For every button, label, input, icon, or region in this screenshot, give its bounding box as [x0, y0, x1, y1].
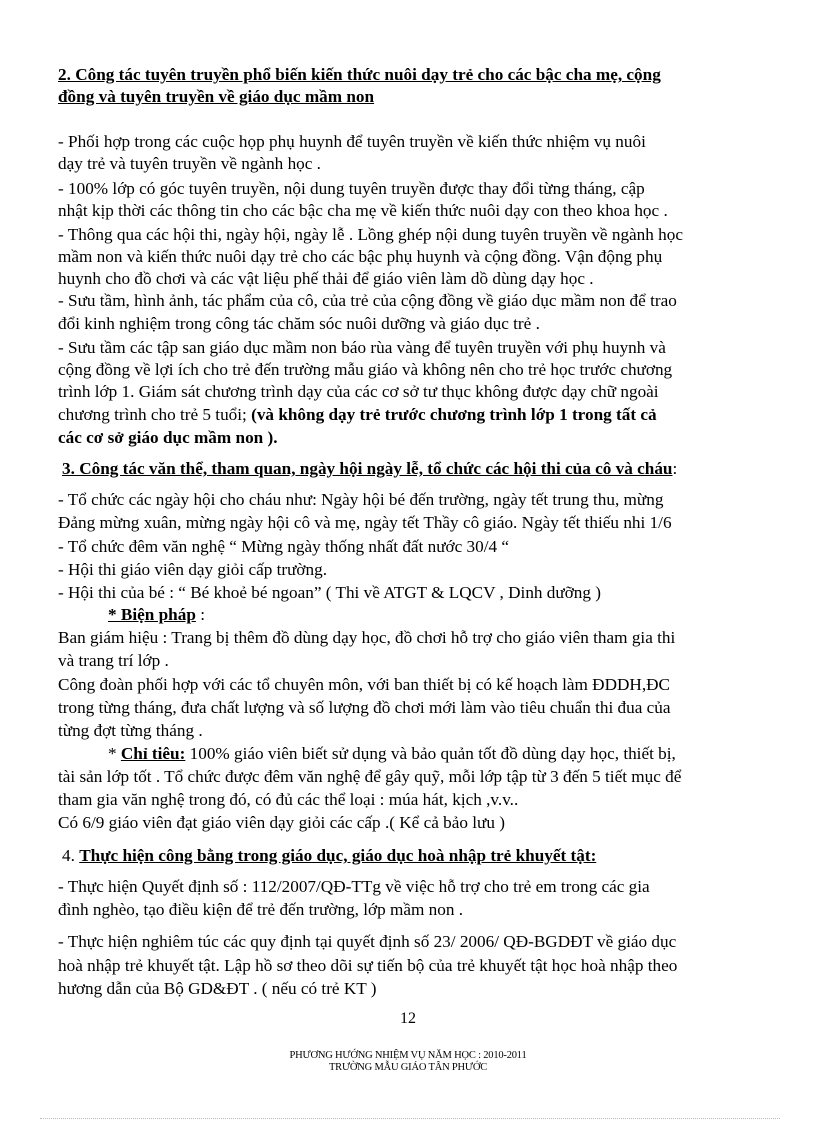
- bien-phap-text-line: từng đợt từng tháng .: [58, 721, 203, 740]
- section-2-text-line: - Sưu tầm các tập san giáo dục mầm non báo rùa vàng để tuyên truyền với phụ huynh và: [58, 338, 666, 357]
- chi-tieu-line: [108, 743, 676, 765]
- bien-phap-text-line: Công đoàn phối hợp với các tổ chuyên môn, với ban thiết bị có kế hoạch làm ĐDDH,ĐC: [58, 675, 671, 694]
- section-2-text-line: trình lớp 1. Giám sát chương trình dạy của các cơ sở tư thục không được dạy chữ ngoài: [58, 382, 659, 401]
- section-4-number: 4.: [62, 846, 80, 865]
- chi-tieu-text-line: Có 6/9 giáo viên đạt giáo viên dạy giỏi các cấp .( Kể cả bảo lưu ): [58, 813, 505, 832]
- bottom-rule: [40, 1118, 780, 1119]
- section-3-text-line: - Hội thi của bé : “ Bé khoẻ bé ngoan” ( Thi về ATGT & LQCV , Dinh dưỡng ): [58, 583, 602, 602]
- footer-line-2: TRƯỜNG MẪU GIÁO TÂN PHƯỚC: [328, 1062, 488, 1073]
- section-3-heading-colon: :: [672, 459, 678, 478]
- chi-tieu-text: 100% giáo viên biết sử dụng và bảo quản tốt đồ dùng dạy học, thiết bị,: [185, 744, 676, 763]
- section-2-text-line: [58, 427, 278, 449]
- section-2-text-line: - Thông qua các hội thi, ngày hội, ngày lễ . Lồng ghép nội dung tuyên truyền về ngành học: [58, 225, 683, 244]
- bien-phap-colon: :: [195, 605, 205, 624]
- section-2-text-line: huynh cho đồ chơi và các vật liệu phế thải để giáo viên làm dồ dùng dạy học .: [58, 269, 594, 288]
- page-number: 12: [400, 1010, 416, 1027]
- bien-phap-text-line: và trang trí lớp .: [58, 651, 169, 670]
- section-2-text-line: - Sưu tầm, hình ảnh, tác phẩm của cô, của trẻ của cộng đồng về giáo dục mầm non để trao: [58, 291, 677, 310]
- section-4-text-line: đình nghèo, tạo điều kiện để trẻ đến trường, lớp mầm non .: [58, 900, 464, 919]
- section-2-text-bold: (và không dạy trẻ trước chương trình lớp 1 trong tất cả: [251, 405, 657, 424]
- footer-line-1: PHƯƠNG HƯỚNG NHIỆM VỤ NĂM HỌC : 2010-2011: [289, 1050, 527, 1061]
- section-2-text-normal: chương trình cho trẻ 5 tuổi;: [58, 405, 252, 424]
- section-3-text-line: - Tổ chức các ngày hội cho cháu như: Ngày hội bé đến trường, ngày tết trung thu, mừng: [58, 490, 664, 509]
- section-2-text-line: mầm non và kiến thức nuôi dạy trẻ cho các bậc phụ huynh và cộng đồng. Vận động phụ: [58, 247, 663, 266]
- section-2-text-line: đổi kinh nghiệm trong công tác chăm sóc nuôi dưỡng và giáo dục trẻ .: [58, 314, 540, 333]
- section-2-text-line: [58, 404, 657, 426]
- section-2-text-line: cộng đồng về lợi ích cho trẻ đến trường mẫu giáo và không nên cho trẻ học trước chương: [58, 360, 673, 379]
- section-2-text-line: dạy trẻ và tuyên truyền về ngành học .: [58, 154, 321, 173]
- bien-phap-text-line: trong từng tháng, đưa chất lượng và số lượng đồ chơi mới làm vào tiêu chuẩn thi đua của: [58, 698, 671, 717]
- section-4-text-line: hoà nhập trẻ khuyết tật. Lập hồ sơ theo dõi sự tiến bộ của trẻ khuyết tật học hoà nhập theo: [58, 956, 678, 975]
- section-4-heading: [62, 845, 596, 867]
- section-3-heading: [62, 458, 677, 480]
- section-2-text-bold: các cơ sở giáo dục mầm non: [58, 428, 268, 447]
- section-3-text-line: - Hội thi giáo viên dạy giỏi cấp trường.: [58, 560, 327, 579]
- bien-phap-heading: [108, 604, 205, 626]
- section-4-text-line: hương dẫn của Bộ GD&ĐT . ( nếu có trẻ KT ): [58, 979, 377, 998]
- section-2-text-line: - Phối hợp trong các cuộc họp phụ huynh để tuyên truyền về kiến thức nhiệm vụ nuôi: [58, 132, 646, 151]
- section-2-heading-line-2: đồng và tuyên truyền về giáo dục mầm non: [58, 87, 375, 106]
- section-4-heading-text: Thực hiện công bằng trong giáo dục, giáo dục hoà nhập trẻ khuyết tật:: [79, 846, 597, 865]
- chi-tieu-text-line: tài sản lớp tốt . Tổ chức được đêm văn nghệ để gây quỹ, mỗi lớp tập từ 3 đến 5 tiết mục để: [58, 767, 682, 786]
- section-4-text-line: - Thực hiện Quyết định số : 112/2007/QĐ-TTg về việc hỗ trợ cho trẻ em trong các gia: [58, 877, 650, 896]
- bien-phap-label: * Biện pháp: [108, 605, 196, 624]
- section-2-text-line: nhật kịp thời các thông tin cho các bậc cha mẹ về kiến thức nuôi dạy con theo khoa học .: [58, 201, 668, 220]
- section-3-heading-text: 3. Công tác văn thể, tham quan, ngày hội ngày lễ, tổ chức các hội thi của cô và cháu: [62, 459, 673, 478]
- chi-tieu-star: *: [108, 744, 121, 763]
- section-4-text-line: - Thực hiện nghiêm túc các quy định tại quyết định số 23/ 2006/ QĐ-BGDĐT về giáo dục: [58, 932, 677, 951]
- section-3-text-line: - Tổ chức đêm văn nghệ “ Mừng ngày thống nhất đất nước 30/4 “: [58, 537, 510, 556]
- chi-tieu-text-line: tham gia văn nghệ trong đó, có đủ các thể loại : múa hát, kịch ,v.v..: [58, 790, 519, 809]
- section-2-heading-line-1: 2. Công tác tuyên truyền phổ biến kiến thức nuôi dạy trẻ cho các bậc cha mẹ, cộng: [58, 65, 661, 84]
- chi-tieu-label: Chỉ tiêu:: [120, 744, 186, 763]
- section-2-text-tail: ).: [267, 428, 278, 447]
- section-2-text-line: - 100% lớp có góc tuyên truyền, nội dung tuyên truyền được thay đổi từng tháng, cập: [58, 179, 645, 198]
- section-3-text-line: Đảng mừng xuân, mừng ngày hội cô và mẹ, ngày tết Thầy cô giáo. Ngày tết thiếu nhi 1/6: [58, 513, 672, 532]
- bien-phap-text-line: Ban giám hiệu : Trang bị thêm đồ dùng dạy học, đồ chơi hỗ trợ cho giáo viên tham gia thi: [58, 628, 676, 647]
